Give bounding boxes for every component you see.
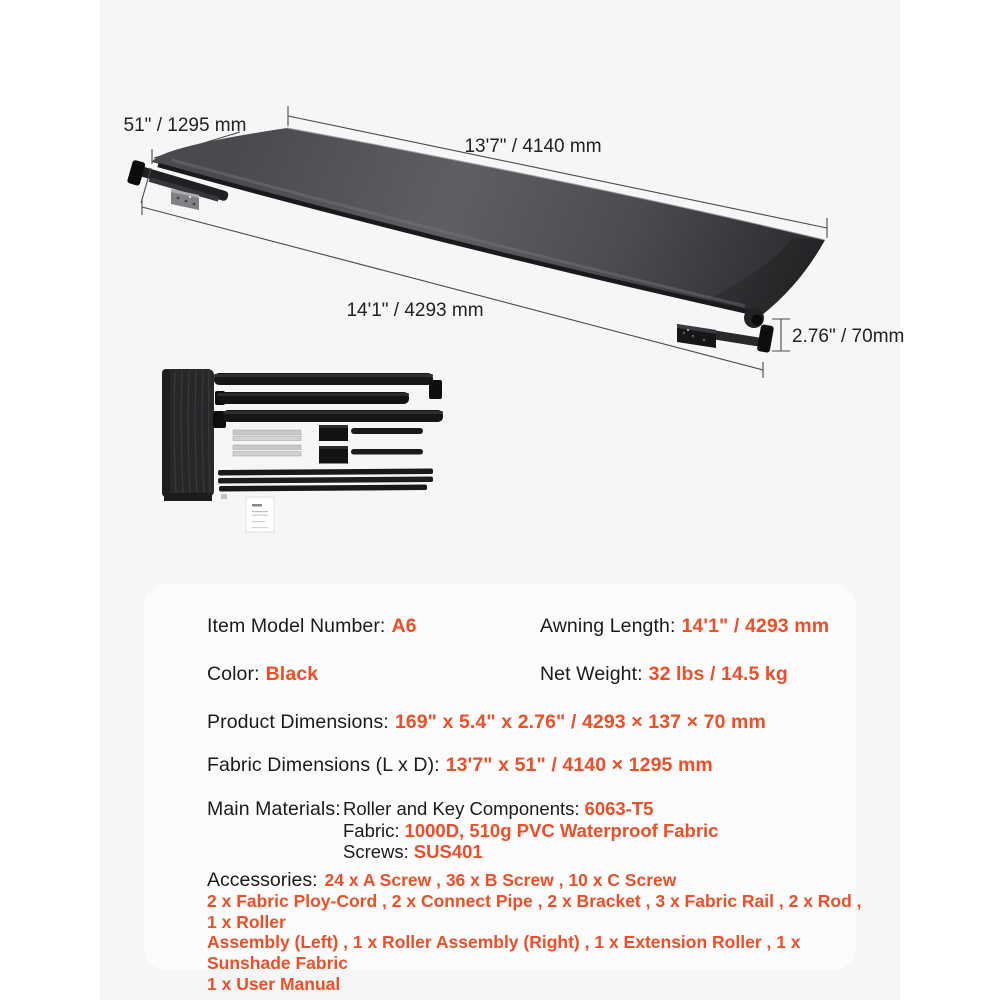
dim-label-roller-height: 2.76" / 70mm xyxy=(792,326,905,347)
spec-main-materials-rows xyxy=(343,798,718,863)
spec-label: Net Weight: xyxy=(540,663,643,685)
dim-label-awning-length: 14'1" / 4293 mm xyxy=(346,300,484,321)
spec-label: Awning Length: xyxy=(540,615,676,637)
spec-product-dimensions xyxy=(207,711,766,734)
spec-fabric-dimensions xyxy=(207,754,713,777)
spec-awning-length xyxy=(540,615,829,638)
fabric-rails-silver xyxy=(233,430,301,456)
accessories-line: 1 x User Manual xyxy=(207,973,341,994)
long-fabric-rails xyxy=(218,468,433,499)
dimension-roller-height-line xyxy=(772,319,790,351)
dim-label-fabric-length: 13'7" / 4140 mm xyxy=(464,136,602,157)
material-row: Fabric: 1000D, 510g PVC Waterproof Fabric xyxy=(343,819,719,841)
spec-value: 14'1" / 4293 mm xyxy=(681,615,830,637)
spec-label: Product Dimensions: xyxy=(207,711,389,733)
accessories-line: 24 x A Screw , 36 x B Screw , 10 x C Screw xyxy=(324,870,677,890)
spec-label: Color: xyxy=(207,663,260,685)
rolled-sunshade-fabric xyxy=(162,369,214,501)
accessories-line: 2 x Fabric Ploy-Cord , 2 x Connect Pipe , 2 x Bracket , 3 x Fabric Rail , 2 x Rod , 1 x Roller xyxy=(207,890,862,932)
spec-net-weight xyxy=(540,663,788,686)
spec-item-model xyxy=(207,615,417,638)
spec-label: Fabric Dimensions (L x D): xyxy=(207,754,440,776)
accessories-line: Assembly (Left) , 1 x Roller Assembly (Right) , 1 x Extension Roller , 1 x Sunshade Fabric xyxy=(207,932,801,974)
dim-label-fabric-width: 51" / 1295 mm xyxy=(123,115,247,136)
material-row: Roller and Key Components: 6063-T5 xyxy=(343,798,654,819)
rods xyxy=(351,428,423,455)
spec-accessories xyxy=(207,870,862,995)
spec-color xyxy=(207,663,318,686)
spec-value: A6 xyxy=(391,615,417,637)
accessories-label: Accessories: xyxy=(207,869,318,891)
material-row: Screws: SUS401 xyxy=(343,841,483,862)
brackets xyxy=(319,425,348,464)
spec-value: 169" x 5.4" x 2.76" / 4293 × 137 × 70 mm xyxy=(394,711,766,733)
right-roller-assembly xyxy=(677,308,774,353)
user-manual xyxy=(246,497,274,532)
spec-main-materials-label: Main Materials: xyxy=(207,798,341,820)
spec-value: 13'7" x 51" / 4140 × 1295 mm xyxy=(445,754,713,776)
roller-tube-middle xyxy=(215,391,409,405)
spec-value: 32 lbs / 14.5 kg xyxy=(648,663,788,685)
spec-value: Black xyxy=(265,663,319,685)
parts-kit-image xyxy=(162,369,443,532)
spec-label: Item Model Number: xyxy=(207,615,386,637)
